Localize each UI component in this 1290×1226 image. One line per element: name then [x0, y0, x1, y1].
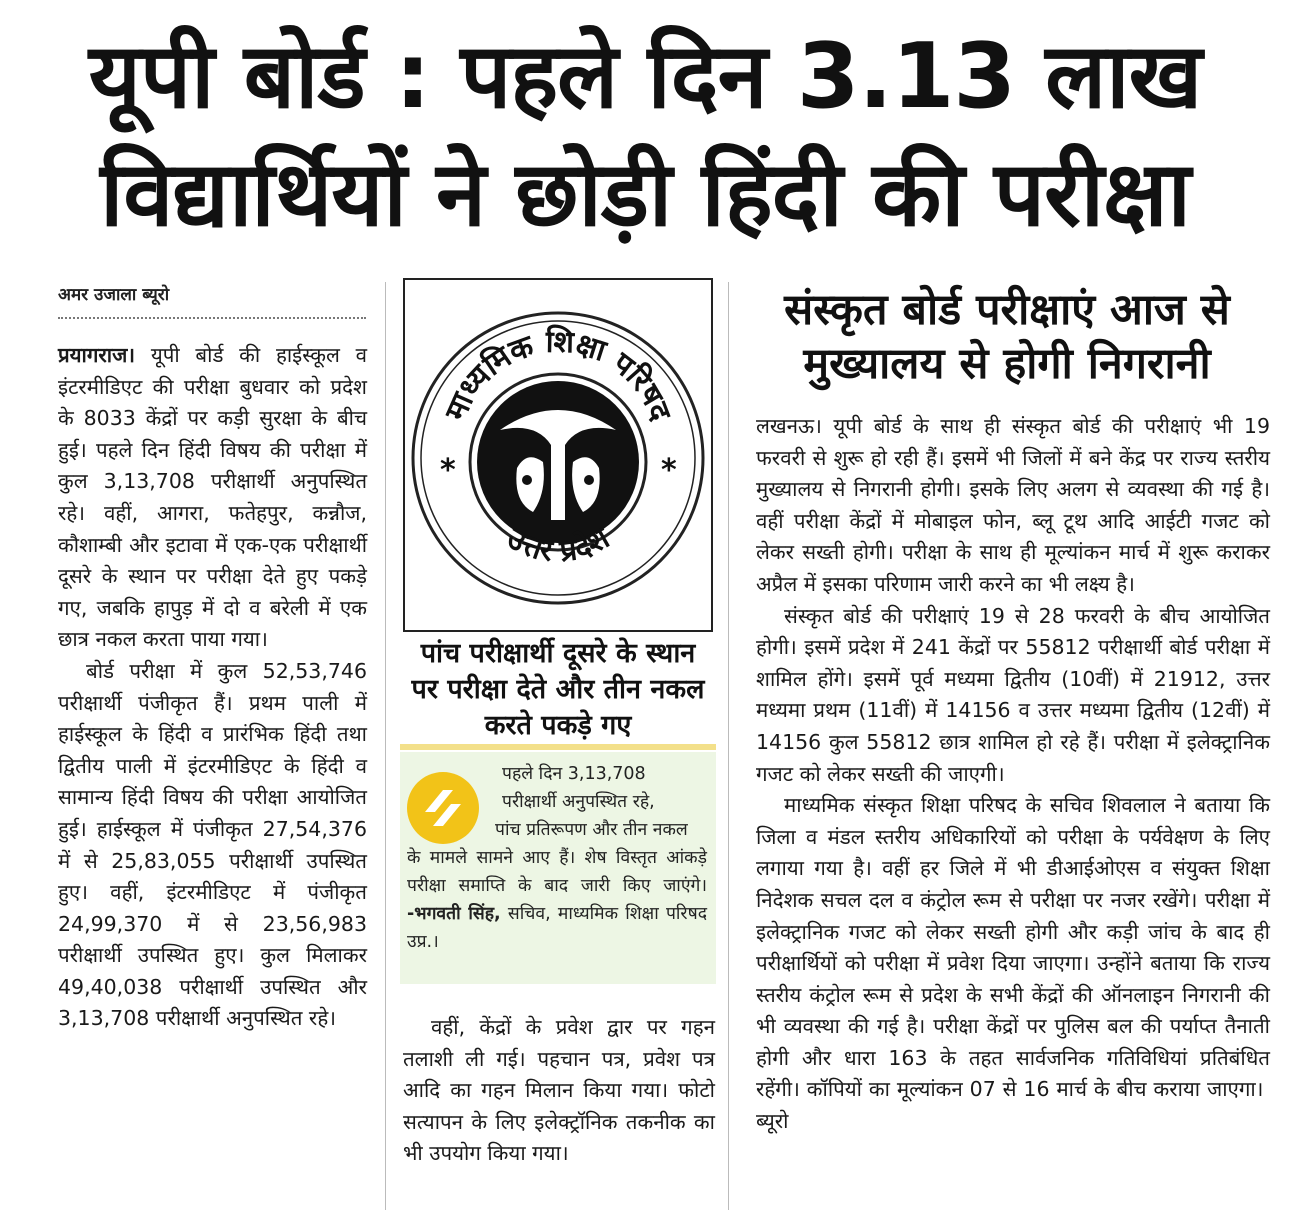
quote-attribution-name: -भगवती सिंह,: [407, 904, 501, 924]
signoff: ब्यूरो: [756, 1109, 789, 1134]
quote-top-bar: [400, 744, 716, 750]
quote-line-2: परीक्षार्थी अनुपस्थित रहे,: [502, 792, 655, 812]
right-paragraph-3-text: माध्यमिक संस्कृत शिक्षा परिषद के सचिव शिवलाल ने बताया कि जिला व मंडल स्तरीय अधिकारियों को परीक्षा के पर्यवेक्षण के लिए लगाया गया है। वहीं हर जिले में भी डीआईओएस व संयुक्त शिक्षा निदेशक सचल दल व कंट्रोल रूम से परीक्षा पर नजर रखेंगे। परीक्षा में इलेक्ट्रानिक गजट को लेकर सख्ती होगी और कड़ी जांच के बाद ही परीक्षार्थियों को परीक्षा में प्रवेश दिया जाएगा। उन्होंने बताया कि राज्य स्तरीय कंट्रोल रूम से प्रदेश के सभी केंद्रों की ऑनलाइन निगरानी की भी व्यवस्था की गई है। परीक्षा केंद्रों पर पुलिस बल की पर्याप्त तैनाती होगी और धारा 163 के तहत सार्वजनिक गतिविधियां प्रतिबंधित रहेंगी। कॉपियों का मूल्यांकन 07 से 16 मार्च के बीच कराया जाएगा।: [756, 793, 1270, 1102]
column-rule-right: [728, 282, 729, 1210]
headline-line-2: विद्यार्थियों ने छोड़ी हिंदी की परीक्षा: [100, 142, 1190, 247]
board-seal-icon: [405, 280, 711, 630]
logo-star-right: *: [661, 453, 677, 488]
logo-top-text: माध्यमिक शिक्षा परिषद: [438, 324, 678, 426]
column-rule-left: [385, 282, 386, 1210]
quote-body: के मामले सामने आए हैं। शेष विस्तृत आंकड़े परीक्षा समाप्ति के बाद जारी किए जाएंगे।: [407, 848, 707, 896]
byline: अमर उजाला ब्यूरो: [58, 285, 170, 305]
quote-attribution-title: सचिव, माध्यमिक शिक्षा परिषद उप्र.।: [407, 904, 707, 952]
right-paragraph-3: [756, 790, 1270, 1138]
left-paragraph-1-text: यूपी बोर्ड की हाईस्कूल व इंटरमीडिएट की परीक्षा बुधवार को प्रदेश के 8033 केंद्रों पर कड़ी सुरक्षा के बीच हुई। पहले दिन हिंदी विषय की परीक्षा में कुल 3,13,708 परीक्षार्थी अनुपस्थित रहे। वहीं, आगरा, फतेहपुर, कन्नौज, कौशाम्बी और इटावा में एक-एक परीक्षार्थी दूसरे के स्थान पर परीक्षा देते हुए पकड़े गए, जबकि हापुड़ में दो व बरेली में एक छात्र नकल करता पाया गया।: [58, 343, 367, 652]
logo-star-left: *: [440, 453, 456, 488]
headline-line-1: यूपी बोर्ड : पहले दिन 3.13 लाख: [88, 24, 1202, 129]
dateline: प्रयागराज।: [58, 343, 136, 367]
middle-subheadline: पांच परीक्षार्थी दूसरे के स्थान पर परीक्षा देते और तीन नकल करते पकड़े गए: [411, 638, 705, 741]
right-column: [756, 411, 1270, 1138]
byline-divider: [58, 317, 366, 319]
quote-line-3: पांच प्रतिरूपण और तीन नकल: [495, 820, 688, 840]
logo-bottom-text: उत्तर प्रदेश: [500, 520, 616, 570]
quote-text: [407, 760, 707, 956]
middle-paragraph: वहीं, केंद्रों के प्रवेश द्वार पर गहन तलाशी ली गई। पहचान पत्र, प्रवेश पत्र आदि का गहन मिलान किया गया। फोटो सत्यापन के लिए इलेक्ट्रॉनिक तकनीक का भी उपयोग किया गया।: [403, 1015, 715, 1166]
right-headline: संस्कृत बोर्ड परीक्षाएं आज से मुख्यालय से होगी निगरानी: [784, 285, 1230, 389]
left-paragraph-2: बोर्ड परीक्षा में कुल 52,53,746 परीक्षार्थी पंजीकृत हैं। प्रथम पाली में हाईस्कूल के हिंदी व प्रारंभिक हिंदी तथा द्वितीय पाली में इंटरमीडिएट के हिंदी व सामान्य हिंदी विषय की परीक्षा आयोजित हुई। हाईस्कूल में पंजीकृत 27,54,376 में से 25,83,055 परीक्षार्थी उपस्थित हुए। वहीं, इंटरमीडिएट में पंजीकृत 24,99,370 में से 23,56,983 परीक्षार्थी उपस्थित हुए। कुल मिलाकर 49,40,038 परीक्षार्थी उपस्थित और 3,13,708 परीक्षार्थी अनुपस्थित रहे।: [58, 658, 367, 1031]
left-column: [58, 340, 367, 1035]
right-paragraph-2: संस्कृत बोर्ड की परीक्षाएं 19 से 28 फरवरी के बीच आयोजित होगी। इसमें प्रदेश में 241 केंद्रों पर 55812 परीक्षार्थी बोर्ड परीक्षा में शामिल होंगे। इसमें पूर्व मध्यमा द्वितीय (10वीं) में 21912, उत्तर मध्यमा प्रथम (11वीं) में 14156 व उत्तर मध्यमा द्वितीय (12वीं) में 14156 कुल 55812 छात्र शामिल हो रहे हैं। परीक्षा में इलेक्ट्रानिक गजट को लेकर सख्ती की जाएगी।: [756, 603, 1270, 786]
right-paragraph-1: लखनऊ। यूपी बोर्ड के साथ ही संस्कृत बोर्ड की परीक्षाएं भी 19 फरवरी से शुरू हो रही हैं। इसमें भी जिलों में बने केंद्र पर राज्य स्तरीय मुख्यालय से निगरानी होगी। इसके लिए अलग से व्यवस्था की गई है। वहीं परीक्षा केंद्रों में मोबाइल फोन, ब्लू टूथ आदि आईटी गजट को लेकर सख्ती होगी। परीक्षा के साथ ही मूल्यांकन मार्च में शुरू कराकर अप्रैल में इसका परिणाम जारी करने का भी लक्ष्य है।: [756, 414, 1270, 596]
main-headline: [20, 18, 1270, 254]
left-paragraph-1: [58, 340, 367, 656]
quote-line-1: पहले दिन 3,13,708: [502, 764, 646, 784]
middle-column-text: [403, 1012, 715, 1170]
board-logo-frame: [403, 278, 713, 632]
